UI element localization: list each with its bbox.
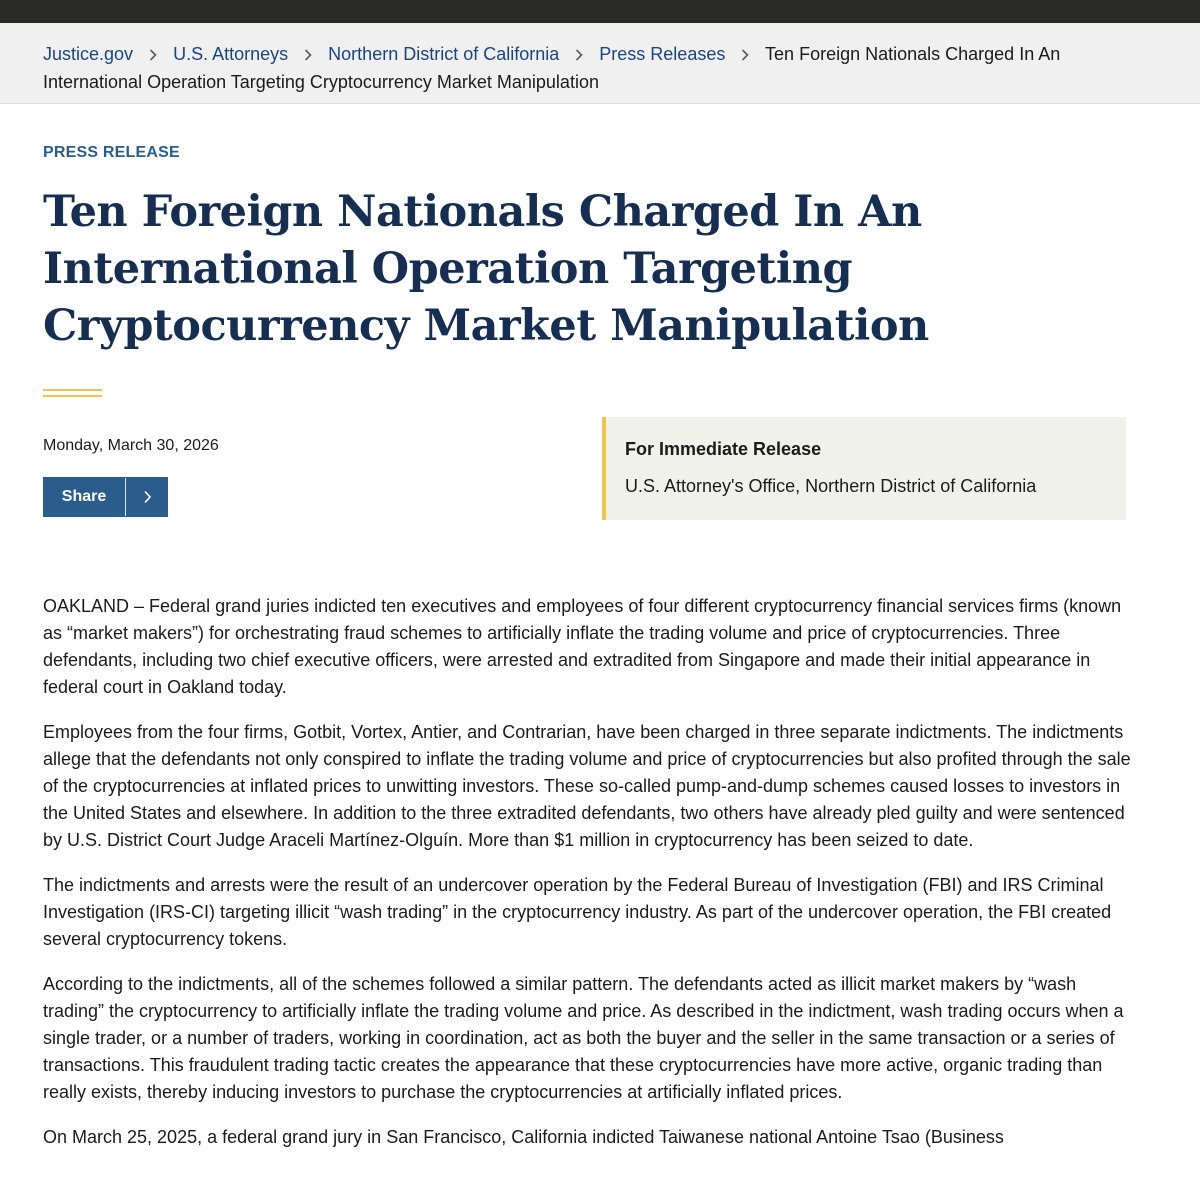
share-button-divider [125,478,126,516]
article-main [0,143,1200,1151]
article-paragraph: The indictments and arrests were the result of an undercover operation by the Federal Bureau of Investigation (FBI) and IRS Criminal Investigation (IRS-CI) targeting illicit “wash trading” in the cryptocurrency industry. As part of the undercover operation, the FBI created several cryptocurrency tokens. [43,875,1112,949]
top-banner-bar [0,0,1200,23]
breadcrumb-current-page: Ten Foreign Nationals Charged In An International Operation Targeting Cryptocurrency Market Manipulation [43,44,1061,92]
chevron-right-icon [138,43,168,69]
breadcrumb [0,23,1200,104]
article-paragraph: On March 25, 2025, a federal grand jury in San Francisco, California indicted Taiwanese national Antoine Tsao (Business [43,1127,1004,1147]
share-button[interactable] [43,477,168,517]
publish-date: Monday, March 30, 2026 [43,437,219,454]
article-paragraph: OAKLAND – Federal grand juries indicted ten executives and employees of four different cryptocurrency financial services firms (known as “market makers”) for orchestrating fraud schemes to artificially inflate the trading volume and price of cryptocurrencies. Three defendants, including two chief executive officers, were arrested and extradited from Singapore and made their initial appearance in federal court in Oakland today. [43,596,1122,697]
release-info-box [602,417,1126,520]
article-meta [43,417,1157,577]
chevron-right-icon [564,43,594,69]
article-type-label: PRESS RELEASE [43,144,180,161]
release-office: U.S. Attorney's Office, Northern District of California [625,476,1037,496]
article-body [43,593,1133,1151]
share-button-label: Share [61,488,107,505]
chevron-right-icon [293,43,323,69]
article-paragraph: According to the indictments, all of the schemes followed a similar pattern. The defendants acted as illicit market makers by “wash trading” the cryptocurrency to artificially inflate the trading volume and price. As described in the indictment, wash trading occurs when a single trader, or a number of traders, working in coordination, act as both the buyer and the seller in the same transaction or a series of transactions. This fraudulent trading tactic creates the appearance that these cryptocurrencies have more active, organic trading than really exists, thereby inducing investors to purchase the cryptocurrencies at artificially inflated prices. [43,974,1124,1102]
chevron-right-icon [126,490,168,504]
breadcrumb-link-justice-gov[interactable]: Justice.gov [43,44,134,64]
breadcrumb-link-press-releases[interactable]: Press Releases [599,44,726,64]
title-accent-divider [43,389,102,397]
release-status: For Immediate Release [625,439,822,459]
chevron-right-icon [730,43,760,69]
breadcrumb-link-us-attorneys[interactable]: U.S. Attorneys [173,44,289,64]
article-paragraph: Employees from the four firms, Gotbit, Vortex, Antier, and Contrarian, have been charged in three separate indictments. The indictments allege that the defendants not only conspired to inflate the trading volume and price of cryptocurrencies but also profited through the sale of the cryptocurrencies at inflated prices to unwitting investors. These so-called pump-and-dump schemes caused losses to investors in the United States and elsewhere. In addition to the three extradited defendants, two others have already pled guilty and were sentenced by U.S. District Court Judge Araceli Martínez-Olguín. More than $1 million in cryptocurrency has been seized to date. [43,722,1131,850]
breadcrumb-link-northern-district[interactable]: Northern District of California [328,44,560,64]
page-title: Ten Foreign Nationals Charged In An International Operation Targeting Cryptocurrency Market Manipulation [43,187,929,351]
